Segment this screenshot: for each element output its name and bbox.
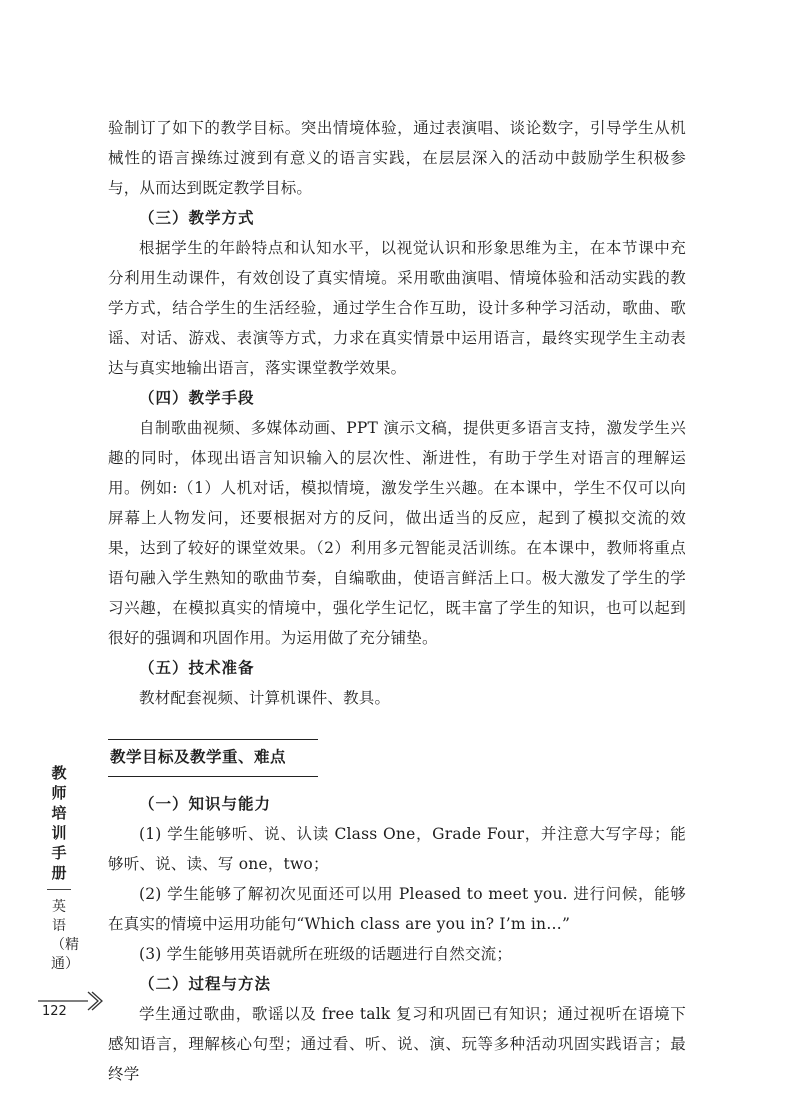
paragraph-teaching-means: 自制歌曲视频、多媒体动画、PPT 演示文稿，提供更多语言支持，激发学生兴趣的同时，体现出语言知识输入的层次性、渐进性，有助于学生对语言的理解运用。例如:（1）人机对话，模拟情境，激发学生兴趣。在本课中，学生不仅可以向屏幕上人物发问，还要根据对方的反问，做出适当的反应，起到了模拟交流的效果，达到了较好的课堂效果。（2）利用多元智能灵活训练。在本课中，教师将重点语句融入学生熟知的歌曲节奏，自编歌曲，使语言鲜活上口。极大激发了学生的学习兴趣，在模拟真实的情境中，强化学生记忆，既丰富了学生的知识，也可以起到很好的强调和巩固作用。为运用做了充分铺垫。	[108, 419, 686, 647]
paragraph-process-method: 学生通过歌曲，歌谣以及 free talk 复习和巩固已有知识；通过视听在语境下感知语言，理解核心句型；通过看、听、说、演、玩等多种活动巩固实践语言；最终学	[108, 1005, 686, 1083]
paragraph-teaching-method: 根据学生的年龄特点和认知水平，以视觉认识和形象思维为主，在本节课中充分利用生动课件，有效创设了真实情境。采用歌曲演唱、情境体验和活动实践的教学方式，结合学生的生活经验，通过学生合作互助，设计多种学习活动，歌曲、歌谣、对话、游戏、表演等方式，力求在真实情景中运用语言，最终实现学生主动表达与真实地输出语言，落实课堂教学效果。	[108, 239, 686, 377]
heading-technical-preparation: （五）技术准备	[139, 659, 255, 677]
list-item-3: (3) 学生能够用英语就所在班级的话题进行自然交流；	[139, 945, 513, 963]
side-tab-divider	[47, 889, 71, 890]
page-number: 122	[42, 1004, 67, 1019]
heading-teaching-means: （四）教学手段	[139, 389, 255, 407]
section-title-box	[108, 739, 318, 777]
list-item-2: (2) 学生能够了解初次见面还可以用 Pleased to meet you. 进行问候，能够在真实的情境中运用功能句“Which class are you in? I’m in…”	[108, 885, 686, 933]
main-content	[108, 113, 686, 1089]
paragraph-teaching-goals: 验制订了如下的教学目标。突出情境体验，通过表演唱、谈论数字，引导学生从机械性的语言操练过渡到有意义的语言实践，在层层深入的活动中鼓励学生积极参与，从而达到既定教学目标。	[108, 119, 686, 197]
side-tab-subtitle: 英语（精通）	[51, 899, 79, 972]
paragraph-technical-preparation: 教材配套视频、计算机课件、教具。	[139, 689, 391, 707]
side-tab	[40, 763, 78, 974]
heading-teaching-method: （三）教学方式	[139, 209, 255, 227]
section-title: 教学目标及教学重、难点	[110, 748, 287, 766]
heading-knowledge-ability: （一）知识与能力	[139, 795, 272, 813]
heading-process-method: （二）过程与方法	[139, 975, 272, 993]
list-item-1: (1) 学生能够听、说、认读 Class One，Grade Four，并注意大写字母；能够听、说、读、写 one，two；	[108, 825, 686, 873]
side-tab-title: 教师培训手册	[51, 764, 67, 882]
